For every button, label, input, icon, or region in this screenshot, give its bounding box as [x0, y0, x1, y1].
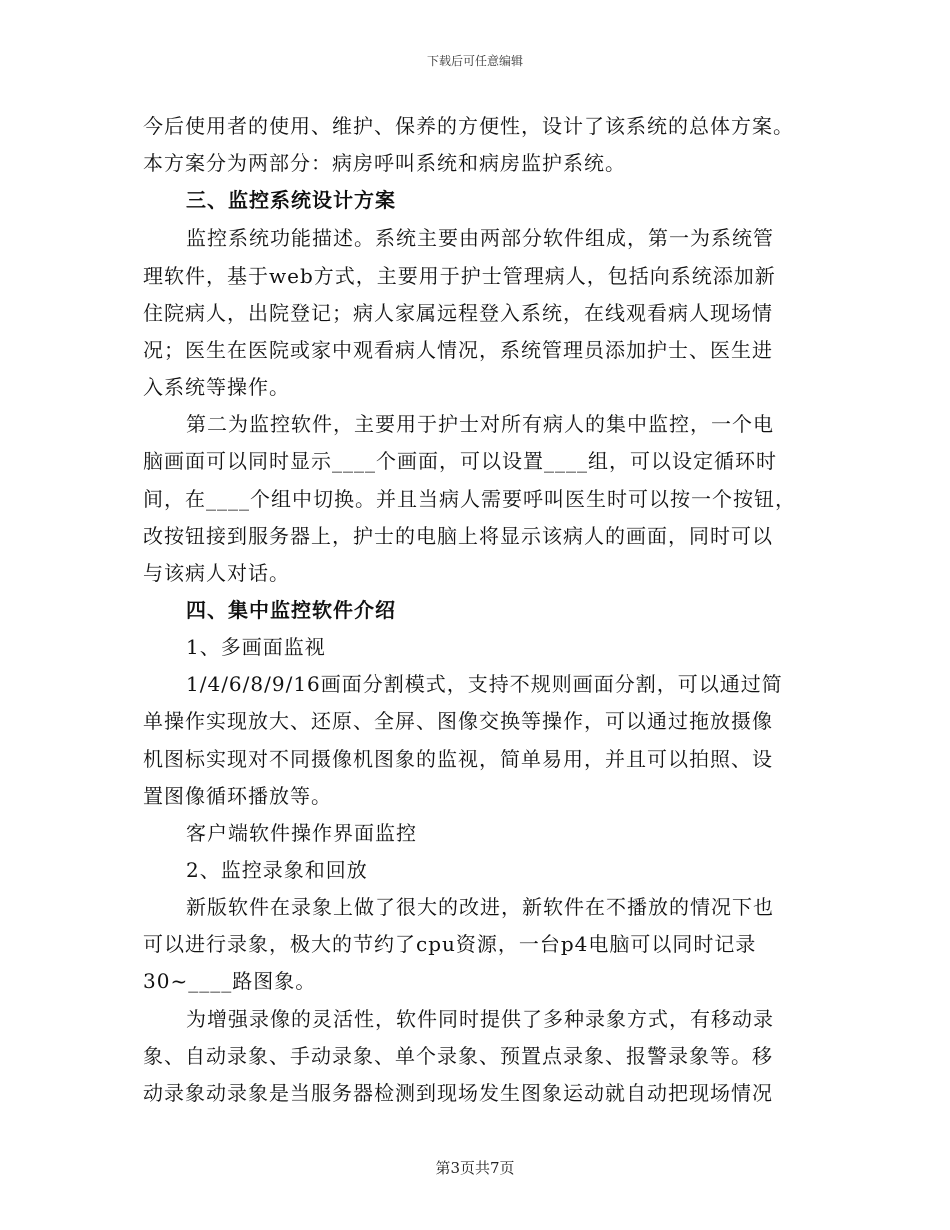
- subsection-heading: 1、多画面监视: [186, 635, 326, 659]
- page-footer: 第3页共7页: [435, 1159, 515, 1177]
- text-line: 与该病人对话。: [143, 561, 290, 585]
- text-line: 机图标实现对不同摄像机图象的监视，简单易用，并且可以拍照、设: [143, 747, 773, 771]
- text-line: 间，在____个组中切换。并且当病人需要呼叫医生时可以按一个按钮，: [143, 487, 796, 511]
- text-line: 客户端软件操作界面监控: [186, 821, 417, 845]
- text-line: 单操作实现放大、还原、全屏、图像交换等操作，可以通过拖放摄像: [143, 709, 773, 733]
- text-line: 况；医生在医院或家中观看病人情况，系统管理员添加护士、医生进: [143, 338, 773, 362]
- text-line: 1/4/6/8/9/16画面分割模式，支持不规则画面分割，可以通过简: [186, 672, 783, 696]
- text-line: 改按钮接到服务器上，护士的电脑上将显示该病人的画面，同时可以: [143, 524, 773, 548]
- text-line: 监控系统功能描述。系统主要由两部分软件组成，第一为系统管: [186, 226, 774, 250]
- text-line: 今后使用者的使用、维护、保养的方便性，设计了该系统的总体方案。: [143, 114, 794, 138]
- text-line: 为增强录像的灵活性，软件同时提供了多种录象方式，有移动录: [186, 1007, 774, 1031]
- text-line: 脑画面可以同时显示____个画面，可以设置____组，可以设定循环时: [143, 449, 777, 473]
- page-header: 下载后可任意编辑: [426, 54, 523, 68]
- section-heading: 四、集中监控软件介绍: [186, 598, 396, 622]
- text-line: 第二为监控软件，主要用于护士对所有病人的集中监控，一个电: [186, 412, 774, 436]
- text-line: 新版软件在录象上做了很大的改进，新软件在不播放的情况下也: [186, 895, 774, 919]
- text-line: 住院病人，出院登记；病人家属远程登入系统，在线观看病人现场情: [143, 301, 773, 325]
- text-line: 本方案分为两部分：病房呼叫系统和病房监护系统。: [143, 151, 626, 175]
- text-line: 入系统等操作。: [143, 375, 290, 399]
- section-heading: 三、监控系统设计方案: [186, 188, 396, 212]
- text-line: 理软件，基于web方式，主要用于护士管理病人，包括向系统添加新: [143, 264, 776, 288]
- text-line: 动录象动录象是当服务器检测到现场发生图象运动就自动把现场情况: [143, 1081, 773, 1105]
- subsection-heading: 2、监控录象和回放: [186, 858, 368, 882]
- text-line: 置图像循环播放等。: [143, 784, 332, 808]
- text-line: 可以进行录象，极大的节约了cpu资源，一台p4电脑可以同时记录: [143, 932, 757, 956]
- text-line: 30~____路图象。: [143, 969, 317, 993]
- text-line: 象、自动录象、手动录象、单个录象、预置点录象、报警录象等。移: [143, 1044, 773, 1068]
